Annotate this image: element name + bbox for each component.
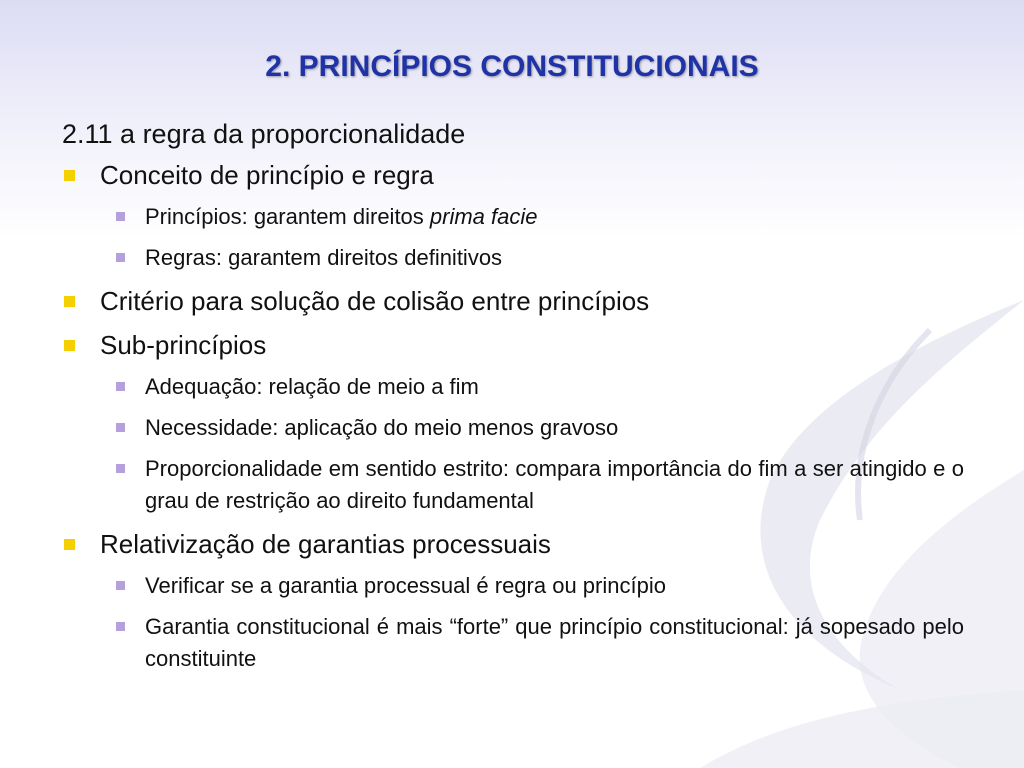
square-bullet-icon <box>116 382 125 391</box>
sub-list-item-text: Garantia constitucional é mais “forte” que princípio constitucional: já sopesado pelo constituinte <box>145 614 964 671</box>
sub-list-item-text: Adequação: relação de meio a fim <box>145 374 479 399</box>
sub-list-item <box>62 412 964 444</box>
sub-list-item <box>62 242 964 274</box>
sub-list-item <box>62 201 964 233</box>
sub-list-item-text: Verificar se a garantia processual é regra ou princípio <box>145 573 666 598</box>
square-bullet-icon <box>116 212 125 221</box>
sub-list-item-text: Princípios: garantem direitos <box>145 204 430 229</box>
sub-list-item <box>62 611 964 675</box>
list-item-text: Sub-princípios <box>100 330 267 360</box>
square-bullet-icon <box>64 340 75 351</box>
list-item <box>62 527 964 561</box>
square-bullet-icon <box>116 423 125 432</box>
list-item-text: Relativização de garantias processuais <box>100 529 551 559</box>
slide-title: 2. PRINCÍPIOS CONSTITUCIONAIS <box>265 50 759 83</box>
sub-list-item-text: Regras: garantem direitos definitivos <box>145 245 503 270</box>
slide-content <box>62 116 964 675</box>
square-bullet-icon <box>64 170 75 181</box>
square-bullet-icon <box>116 581 125 590</box>
sub-list-item-text: Necessidade: aplicação do meio menos gravoso <box>145 415 619 440</box>
square-bullet-icon <box>116 464 125 473</box>
square-bullet-icon <box>116 253 125 262</box>
list-item-text: Conceito de princípio e regra <box>100 160 434 190</box>
square-bullet-icon <box>64 539 75 550</box>
list-item <box>62 328 964 362</box>
sub-list-item-text: Proporcionalidade em sentido estrito: compara importância do fim a ser atingido e o grau de restrição ao direito fundamental <box>145 456 964 513</box>
list-item <box>62 284 964 318</box>
square-bullet-icon <box>64 296 75 307</box>
square-bullet-icon <box>116 622 125 631</box>
sub-list-item <box>62 453 964 517</box>
sub-list-item <box>62 371 964 403</box>
sub-list-item <box>62 570 964 602</box>
list-item-text: Critério para solução de colisão entre princípios <box>100 286 650 316</box>
list-item <box>62 158 964 192</box>
sub-list-item-emphasis: prima facie <box>429 204 538 229</box>
slide-subheading: 2.11 a regra da proporcionalidade <box>62 119 466 149</box>
